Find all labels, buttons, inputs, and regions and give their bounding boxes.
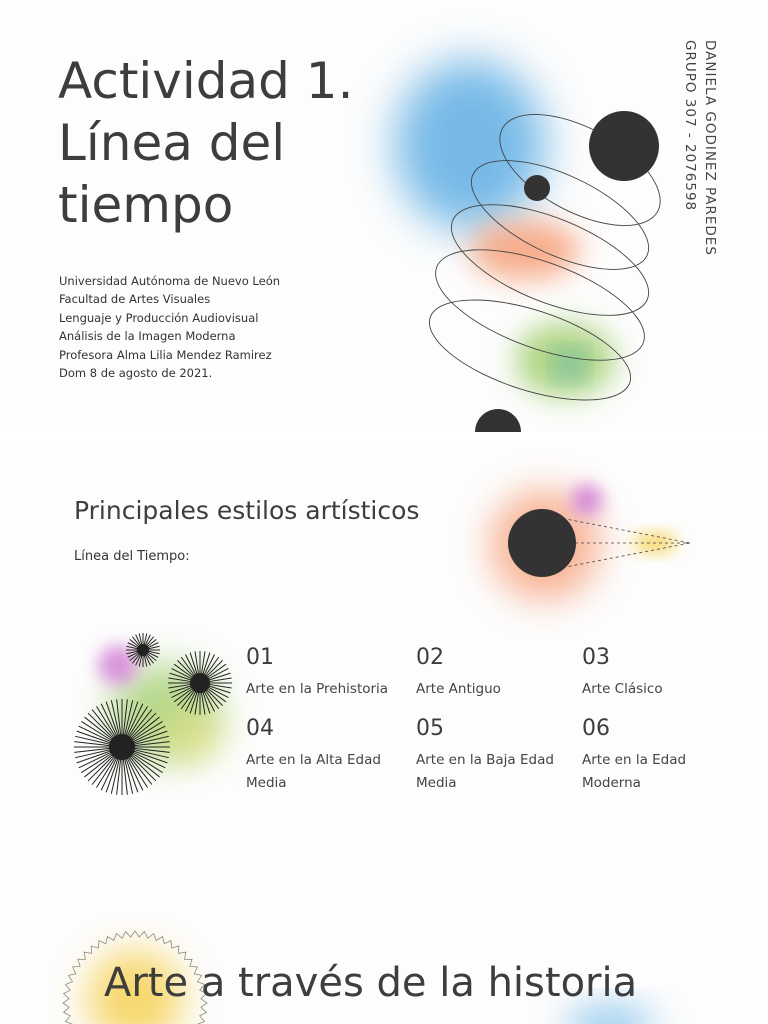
item-number: 01 — [246, 645, 274, 670]
timeline-item-05 — [416, 715, 581, 795]
info-faculty: Facultad de Artes Visuales — [59, 292, 211, 307]
author-name: DANIELA GODINEZ PAREDES — [702, 40, 718, 256]
timeline-item-04 — [246, 715, 411, 795]
blue-glow-bottom — [565, 1006, 655, 1024]
author-block — [680, 40, 720, 300]
timeline-item-02 — [416, 644, 581, 701]
timeline-item-01 — [246, 644, 411, 701]
item-label: Arte en la Prehistoria — [246, 681, 389, 697]
pink-glow — [571, 484, 603, 516]
info-professor: Profesora Alma Lilia Mendez Ramirez — [59, 347, 272, 362]
starburst-large — [74, 699, 170, 795]
item-label: Arte Clásico — [582, 681, 663, 697]
item-number: 02 — [416, 645, 444, 670]
item-label: Arte en la Alta Edad Media — [246, 752, 381, 791]
title-line-1: Actividad 1. — [58, 52, 354, 110]
info-program: Lenguaje y Producción Audiovisual — [59, 310, 259, 325]
history-title: Arte a través de la historia — [104, 960, 638, 1006]
item-number: 04 — [246, 716, 274, 741]
item-label: Arte en la Baja Edad Media — [416, 752, 554, 791]
item-number: 05 — [416, 716, 444, 741]
item-number: 03 — [582, 645, 610, 670]
teal-dot — [558, 353, 582, 377]
cover-info — [59, 272, 280, 382]
item-number: 06 — [582, 716, 610, 741]
info-course: Análisis de la Imagen Moderna — [59, 329, 236, 344]
bottom-dark-circle — [475, 409, 521, 432]
cover-title — [58, 50, 354, 236]
item-label: Arte en la Edad Moderna — [582, 752, 687, 791]
timeline-item-03 — [582, 644, 747, 701]
dark-planet — [508, 509, 576, 577]
timeline-label: Línea del Tiempo: — [74, 549, 190, 564]
timeline-item-06 — [582, 715, 747, 795]
history-slide — [0, 878, 768, 1024]
title-line-3: tiempo — [58, 176, 234, 234]
starburst-medium — [168, 651, 232, 715]
title-line-2: Línea del — [58, 114, 286, 172]
small-dark-circle — [524, 175, 550, 201]
cover-slide — [0, 0, 768, 432]
blue-blob — [395, 60, 545, 230]
item-label: Arte Antiguo — [416, 681, 501, 697]
author-group: GRUPO 307 - 2076598 — [682, 40, 698, 212]
pink-glow-2 — [98, 645, 138, 685]
info-university: Universidad Autónoma de Nuevo León — [59, 274, 281, 288]
info-date: Dom 8 de agosto de 2021. — [59, 366, 213, 381]
styles-title: Principales estilos artísticos — [74, 496, 420, 525]
styles-slide — [0, 440, 768, 870]
large-dark-circle — [589, 111, 659, 181]
